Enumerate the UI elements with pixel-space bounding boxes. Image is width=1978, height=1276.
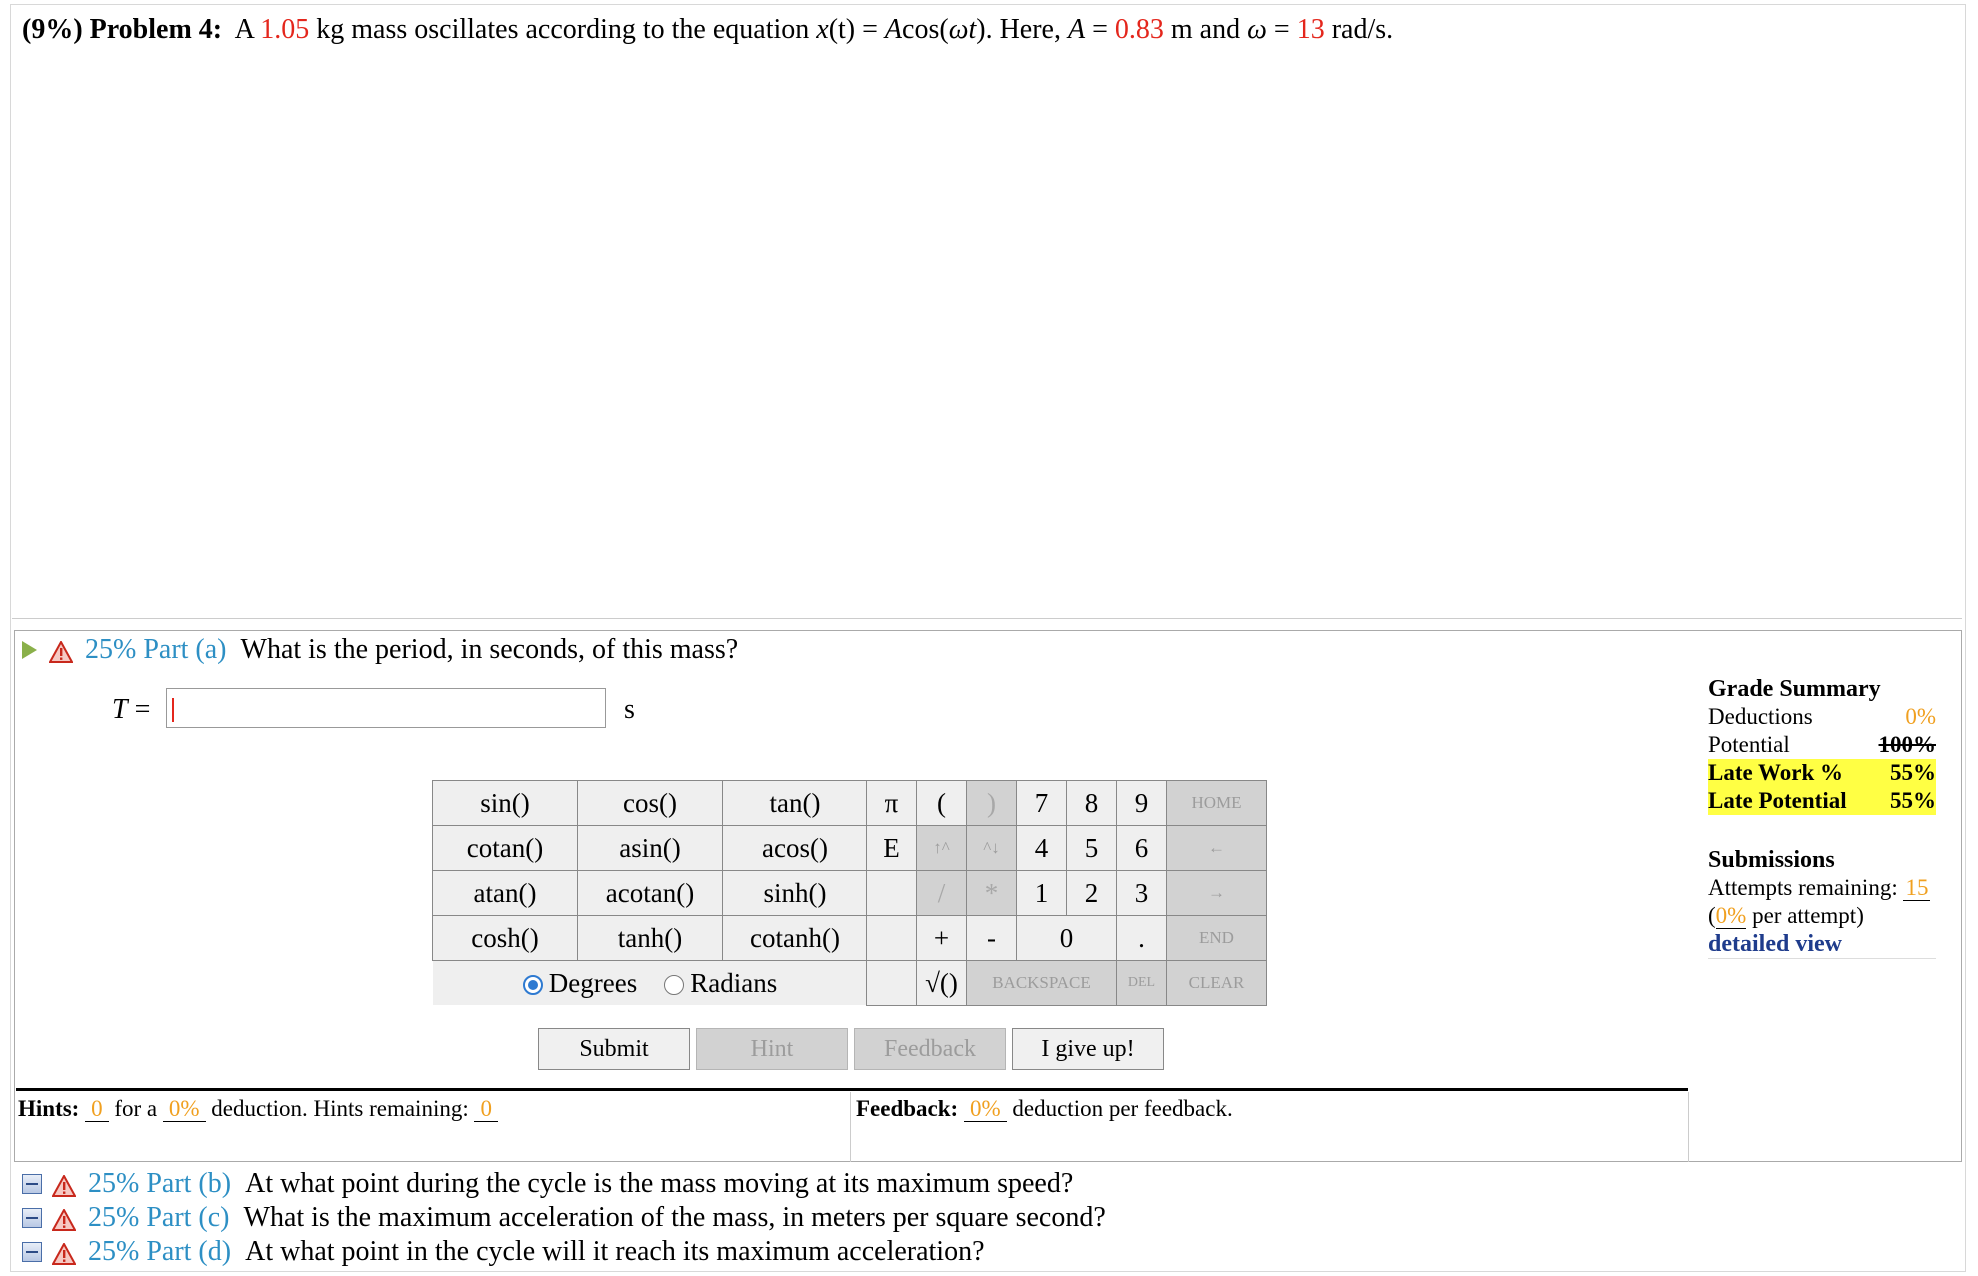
function-keypad (432, 780, 868, 1005)
eq-symbol: = (862, 14, 878, 45)
late-work-label: Late Work % (1708, 760, 1844, 785)
submissions-title: Submissions (1708, 847, 1835, 873)
collapse-icon[interactable] (22, 1208, 42, 1228)
part-a-weight (85, 634, 227, 666)
hints-deduction: 0% (163, 1096, 206, 1122)
tanh-button[interactable]: tanh() (578, 916, 723, 961)
eq-symbol: cos( (902, 14, 949, 45)
acotan-button[interactable]: acotan() (578, 871, 723, 916)
part-d-question: At what point in the cycle will it reach its maximum acceleration? (245, 1236, 985, 1267)
problem-text: Here, (999, 14, 1061, 45)
cotanh-button[interactable]: cotanh() (723, 916, 868, 961)
radians-label: Radians (690, 967, 778, 998)
part-b-percent: 25% (88, 1168, 140, 1199)
key-6[interactable]: 6 (1117, 826, 1167, 871)
submissions-panel (1708, 846, 1936, 959)
decimal-key[interactable]: . (1117, 916, 1167, 961)
section-divider (12, 618, 1962, 619)
key-2[interactable]: 2 (1067, 871, 1117, 916)
problem-text: rad/s. (1331, 14, 1394, 45)
feedback-label: Feedback: (856, 1096, 959, 1121)
exponent-down-key[interactable]: ^↓ (967, 826, 1017, 871)
potential-label: Potential (1708, 732, 1790, 757)
degrees-radio[interactable] (523, 975, 543, 995)
eq-symbol: ). (976, 14, 993, 45)
warning-icon (52, 1173, 76, 1195)
hints-label: Hints: (18, 1096, 80, 1121)
late-potential-value: 55% (1890, 788, 1936, 813)
eq-symbol: = (1092, 14, 1108, 45)
late-work-value: 55% (1890, 760, 1936, 785)
part-d-header[interactable] (22, 1236, 985, 1268)
warning-icon (52, 1207, 76, 1229)
problem-weight: (9%) (22, 14, 83, 45)
hint-feedback-divider (16, 1088, 1688, 1091)
acos-button[interactable]: acos() (723, 826, 868, 871)
plus-key[interactable]: + (917, 916, 967, 961)
key-7[interactable]: 7 (1017, 781, 1067, 826)
eq-symbol: x (816, 14, 829, 45)
asin-button[interactable]: asin() (578, 826, 723, 871)
part-b-label: Part (b) (146, 1168, 232, 1199)
part-c-header[interactable] (22, 1202, 1106, 1234)
feedback-deduction: 0% (964, 1096, 1007, 1122)
given-amplitude: 0.83 (1114, 14, 1164, 45)
attempts-remaining: 15 (1905, 875, 1929, 900)
late-potential-label: Late Potential (1708, 788, 1847, 813)
part-c-weight (88, 1202, 230, 1234)
blank-key (867, 961, 917, 1006)
part-b-weight (88, 1168, 231, 1200)
column-divider (1688, 1092, 1689, 1162)
problem-text: m and (1170, 14, 1241, 45)
eq-symbol: A (884, 14, 903, 45)
hints-used: 0 (85, 1096, 109, 1122)
blank-key (867, 871, 917, 916)
divide-key[interactable]: / (917, 871, 967, 916)
key-8[interactable]: 8 (1067, 781, 1117, 826)
part-a-question: What is the period, in seconds, of this mass? (240, 634, 739, 665)
cursor-right-key[interactable]: → (1167, 871, 1267, 916)
hints-remaining: 0 (474, 1096, 498, 1122)
backspace-key[interactable]: BACKSPACE (967, 961, 1117, 1006)
potential-value: 100% (1878, 732, 1936, 757)
grade-summary-title: Grade Summary (1708, 676, 1881, 702)
hints-text: for a (114, 1096, 158, 1121)
left-paren-key[interactable]: ( (917, 781, 967, 826)
tan-button[interactable]: tan() (723, 781, 868, 826)
key-4[interactable]: 4 (1017, 826, 1067, 871)
problem-text: A (234, 14, 254, 45)
cotan-button[interactable]: cotan() (433, 826, 578, 871)
per-attempt-text: per attempt) (1752, 903, 1864, 928)
numeric-keypad (866, 780, 1267, 1006)
radians-radio[interactable] (664, 975, 684, 995)
late-potential-row (1708, 787, 1936, 815)
given-mass: 1.05 (260, 14, 310, 45)
pi-key[interactable]: π (867, 781, 917, 826)
right-paren-key[interactable]: ) (967, 781, 1017, 826)
multiply-key[interactable]: * (967, 871, 1017, 916)
feedback-info (856, 1096, 1233, 1122)
part-a-label: Part (a) (143, 634, 227, 665)
hint-button[interactable]: Hint (696, 1028, 848, 1070)
problem-statement (22, 14, 1393, 46)
degrees-label: Degrees (548, 967, 638, 998)
cos-button[interactable]: cos() (578, 781, 723, 826)
cursor-left-key[interactable]: ← (1167, 826, 1267, 871)
sqrt-key[interactable]: √() (917, 961, 967, 1006)
minus-key[interactable]: - (967, 916, 1017, 961)
column-divider (850, 1092, 851, 1162)
answer-label (112, 694, 150, 726)
part-b-question: At what point during the cycle is the mass moving at its maximum speed? (245, 1168, 1074, 1199)
exponent-up-key[interactable]: ↑^ (917, 826, 967, 871)
part-c-label: Part (c) (146, 1202, 230, 1233)
answer-input[interactable] (166, 688, 606, 728)
eq-symbol: = (1273, 14, 1290, 45)
key-0[interactable]: 0 (1017, 916, 1117, 961)
e-key[interactable]: E (867, 826, 917, 871)
key-5[interactable]: 5 (1067, 826, 1117, 871)
deductions-label: Deductions (1708, 704, 1813, 729)
deductions-row (1708, 703, 1936, 731)
hints-text: deduction. Hints remaining: (211, 1096, 469, 1121)
detailed-view-link[interactable]: detailed view (1708, 930, 1936, 959)
sin-button[interactable]: sin() (433, 781, 578, 826)
feedback-button[interactable]: Feedback (854, 1028, 1006, 1070)
warning-icon (49, 639, 73, 661)
eq-symbol: (t) (828, 14, 856, 45)
expand-arrow-icon[interactable] (22, 641, 37, 659)
problem-label: Problem 4: (89, 14, 223, 45)
answer-variable: T (112, 694, 128, 725)
blank-key (867, 916, 917, 961)
collapse-icon[interactable] (22, 1174, 42, 1194)
problem-text: kg mass oscillates according to the equation (316, 14, 810, 45)
eq-symbol: A (1067, 14, 1086, 45)
late-work-row (1708, 759, 1936, 787)
key-3[interactable]: 3 (1117, 871, 1167, 916)
cosh-button[interactable]: cosh() (433, 916, 578, 961)
attempts-label: Attempts remaining: (1708, 875, 1898, 900)
deductions-value: 0% (1905, 704, 1936, 729)
collapse-icon[interactable] (22, 1242, 42, 1262)
warning-icon (52, 1241, 76, 1263)
atan-button[interactable]: atan() (433, 871, 578, 916)
key-1[interactable]: 1 (1017, 871, 1067, 916)
delete-key[interactable]: DEL (1117, 961, 1167, 1006)
angle-mode (433, 961, 868, 1006)
text-cursor (172, 698, 174, 722)
home-key[interactable]: HOME (1167, 781, 1267, 826)
eq-symbol: ω (1247, 14, 1267, 45)
sinh-button[interactable]: sinh() (723, 871, 868, 916)
clear-key[interactable]: CLEAR (1167, 961, 1267, 1006)
grade-summary (1708, 676, 1936, 815)
part-c-percent: 25% (88, 1202, 140, 1233)
potential-row (1708, 731, 1936, 759)
feedback-text: deduction per feedback. (1012, 1096, 1233, 1121)
given-omega: 13 (1296, 14, 1325, 45)
hints-info (18, 1096, 498, 1122)
end-key[interactable]: END (1167, 916, 1267, 961)
part-a-percent: 25% (85, 634, 137, 665)
answer-equals: = (134, 694, 151, 725)
give-up-button[interactable]: I give up! (1012, 1028, 1164, 1070)
part-d-percent: 25% (88, 1236, 140, 1267)
key-9[interactable]: 9 (1117, 781, 1167, 826)
attempts-line (1708, 874, 1936, 902)
part-b-header[interactable] (22, 1168, 1073, 1200)
part-a-header[interactable] (22, 634, 738, 666)
submit-button[interactable]: Submit (538, 1028, 690, 1070)
eq-symbol: ωt (948, 14, 977, 45)
per-attempt-line (1708, 902, 1936, 930)
per-attempt-deduction: 0% (1715, 903, 1747, 928)
per-attempt-open: ( (1708, 903, 1716, 928)
answer-unit: s (624, 694, 635, 725)
part-d-label: Part (d) (146, 1236, 232, 1267)
part-c-question: What is the maximum acceleration of the mass, in meters per square second? (243, 1202, 1106, 1233)
part-d-weight (88, 1236, 231, 1268)
